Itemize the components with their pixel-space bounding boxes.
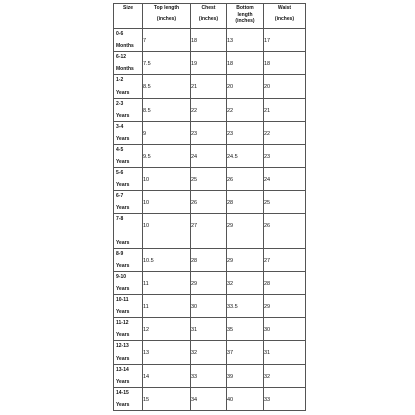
waist-cell [264,214,306,248]
top-length-cell [143,294,191,317]
bottom-length-cell-value: 28 [227,200,234,207]
waist-cell [264,318,306,341]
size-cell [114,29,143,52]
size-unit: Years [116,159,130,166]
chest-cell [191,341,227,364]
header-size: Size [114,4,143,29]
chest-cell [191,75,227,98]
top-length-cell [143,364,191,387]
size-cell [114,294,143,317]
top-length-cell-value: 9.5 [143,153,151,160]
top-length-cell-value: 14 [143,373,150,380]
waist-cell-value: 33 [264,396,271,403]
size-range: 11-12 [116,320,129,327]
size-range: 9-10 [116,273,127,280]
top-length-cell [143,29,191,52]
size-unit: Years [116,402,130,408]
header-waist: Waist (inches) [264,4,306,29]
bottom-length-cell-value: 13 [227,38,234,44]
top-length-cell-value: 9 [143,130,147,137]
size-unit: Years [116,135,130,142]
top-length-cell-value: 8.5 [143,84,151,91]
chest-cell [191,168,227,191]
bottom-length-cell-value: 39 [227,373,234,380]
waist-cell [264,98,306,121]
bottom-length-cell [227,191,264,214]
size-cell [114,191,143,214]
waist-cell-value: 20 [264,84,271,91]
size-cell [114,364,143,387]
bottom-length-cell [227,98,264,121]
table-row [114,364,306,387]
size-range: 1-2 [116,77,124,84]
size-range: 12-13 [116,343,129,350]
chest-cell [191,294,227,317]
chest-cell [191,387,227,410]
chest-cell-value: 25 [191,177,198,184]
size-cell [114,121,143,144]
table-row [114,29,306,52]
chest-cell [191,121,227,144]
top-length-cell [143,75,191,98]
bottom-length-cell [227,387,264,410]
table-row [114,318,306,341]
waist-cell-value: 21 [264,107,271,114]
table-row [114,214,306,248]
waist-cell [264,121,306,144]
waist-cell-value: 31 [264,350,271,357]
bottom-length-cell-value: 29 [227,257,234,264]
chest-cell [191,248,227,271]
chest-cell-value: 32 [191,350,198,357]
waist-cell [264,294,306,317]
size-cell [114,318,143,341]
bottom-length-cell [227,75,264,98]
bottom-length-cell-value: 22 [227,107,234,114]
bottom-length-cell [227,29,264,52]
waist-cell-value: 29 [264,303,271,310]
waist-cell-value: 28 [264,280,271,287]
waist-cell-value: 30 [264,327,271,334]
size-range: 2-3 [116,100,124,107]
bottom-length-cell-value: 29 [227,223,234,230]
top-length-cell-value: 11 [143,303,149,310]
header-row [114,4,306,29]
table-row [114,98,306,121]
size-range: 7-8 [116,216,124,223]
size-range: 8-9 [116,250,124,257]
size-range: 3-4 [116,123,124,130]
top-length-cell-value: 11 [143,280,149,287]
chest-cell-value: 27 [191,223,198,230]
table-row [114,191,306,214]
chest-cell [191,52,227,75]
bottom-length-cell-value: 26 [227,177,234,184]
chest-cell-value: 29 [191,280,198,287]
size-range: 6-12 [116,54,127,61]
waist-cell-value: 26 [264,223,271,230]
bottom-length-cell-value: 20 [227,84,234,91]
size-chart-table [113,3,306,411]
chest-cell-value: 18 [191,38,198,44]
chest-cell [191,98,227,121]
waist-cell [264,387,306,410]
waist-cell [264,168,306,191]
top-length-cell [143,248,191,271]
bottom-length-cell [227,318,264,341]
header-bottom-length: Bottom length (inches) [227,4,264,29]
chest-cell-value: 30 [191,303,198,310]
chest-cell-value: 26 [191,200,198,207]
chest-cell-value: 31 [191,327,198,334]
top-length-cell-value: 10 [143,223,150,230]
bottom-length-cell-value: 32 [227,280,234,287]
table-row [114,387,306,410]
top-length-cell [143,98,191,121]
bottom-length-cell [227,248,264,271]
chest-cell [191,144,227,167]
size-cell [114,98,143,121]
table-row [114,248,306,271]
size-unit: Years [116,89,130,96]
waist-cell [264,271,306,294]
waist-cell [264,144,306,167]
top-length-cell [143,52,191,75]
bottom-length-cell-value: 18 [227,61,234,68]
table-row [114,52,306,75]
size-cell [114,341,143,364]
bottom-length-cell-value: 33.5 [227,303,238,310]
top-length-cell-value: 15 [143,396,150,403]
size-cell [114,144,143,167]
size-cell [114,52,143,75]
waist-cell-value: 27 [264,257,271,264]
size-cell [114,75,143,98]
top-length-cell [143,318,191,341]
bottom-length-cell [227,144,264,167]
size-unit: Months [116,43,134,50]
size-unit: Years [116,262,130,269]
bottom-length-cell [227,121,264,144]
size-cell [114,214,143,248]
size-range: 13-14 [116,366,129,373]
size-unit: Years [116,309,130,316]
size-unit: Years [116,205,130,212]
table-body [114,29,306,411]
size-unit: Years [116,378,130,385]
top-length-cell-value: 10 [143,177,150,184]
table-row [114,271,306,294]
top-length-cell-value: 7 [143,38,147,44]
top-length-cell-value: 10 [143,200,150,207]
size-cell [114,248,143,271]
bottom-length-cell [227,294,264,317]
waist-cell-value: 17 [264,38,271,44]
waist-cell-value: 18 [264,61,271,68]
size-unit: Months [116,66,134,73]
table-row [114,121,306,144]
chest-cell-value: 22 [191,107,198,114]
size-range: 10-11 [116,296,129,303]
waist-cell-value: 23 [264,153,271,160]
chest-cell [191,214,227,248]
waist-cell [264,364,306,387]
bottom-length-cell [227,168,264,191]
bottom-length-cell-value: 37 [227,350,234,357]
top-length-cell [143,144,191,167]
table-row [114,144,306,167]
top-length-cell [143,191,191,214]
size-unit: Years [116,332,130,339]
top-length-cell [143,121,191,144]
top-length-cell-value: 12 [143,327,150,334]
waist-cell [264,52,306,75]
top-length-cell [143,341,191,364]
waist-cell [264,341,306,364]
chest-cell-value: 28 [191,257,198,264]
top-length-cell [143,271,191,294]
size-range: 5-6 [116,170,124,177]
size-range: 14-15 [116,389,129,396]
header-chest: Chest (inches) [191,4,227,29]
size-unit: Years [116,182,130,189]
bottom-length-cell-value: 24.5 [227,153,238,160]
chest-cell [191,271,227,294]
chest-cell [191,29,227,52]
size-range: 6-7 [116,193,124,200]
chest-cell-value: 23 [191,130,198,137]
top-length-cell-value: 13 [143,350,150,357]
waist-cell-value: 25 [264,200,271,207]
header-top-length: Top length (inches) [143,4,191,29]
bottom-length-cell [227,271,264,294]
chest-cell-value: 21 [191,84,198,91]
bottom-length-cell [227,341,264,364]
size-cell [114,387,143,410]
top-length-cell-value: 7.5 [143,61,151,68]
bottom-length-cell [227,214,264,248]
bottom-length-cell-value: 40 [227,396,234,403]
table-row [114,294,306,317]
waist-cell [264,75,306,98]
waist-cell [264,248,306,271]
bottom-length-cell-value: 35 [227,327,234,334]
chest-cell [191,191,227,214]
top-length-cell-value: 8.5 [143,107,151,114]
chest-cell-value: 34 [191,396,198,403]
waist-cell-value: 22 [264,130,271,137]
table-row [114,75,306,98]
top-length-cell-value: 10.5 [143,257,154,264]
size-cell [114,271,143,294]
size-unit: Years [116,112,130,119]
top-length-cell [143,214,191,248]
waist-cell [264,29,306,52]
chest-cell [191,364,227,387]
waist-cell-value: 24 [264,177,271,184]
size-cell [114,168,143,191]
table-row [114,168,306,191]
chest-cell-value: 33 [191,373,198,380]
bottom-length-cell [227,364,264,387]
size-unit: Years [116,355,130,362]
top-length-cell [143,168,191,191]
bottom-length-cell [227,52,264,75]
waist-cell [264,191,306,214]
chest-cell-value: 24 [191,153,198,160]
size-unit: Years [116,285,130,292]
bottom-length-cell-value: 23 [227,130,234,137]
size-unit: Years [116,239,130,246]
waist-cell-value: 32 [264,373,271,380]
size-range: 4-5 [116,146,124,153]
size-range: 0-6 [116,31,124,37]
chest-cell [191,318,227,341]
top-length-cell [143,387,191,410]
chest-cell-value: 19 [191,61,198,68]
table-row [114,341,306,364]
